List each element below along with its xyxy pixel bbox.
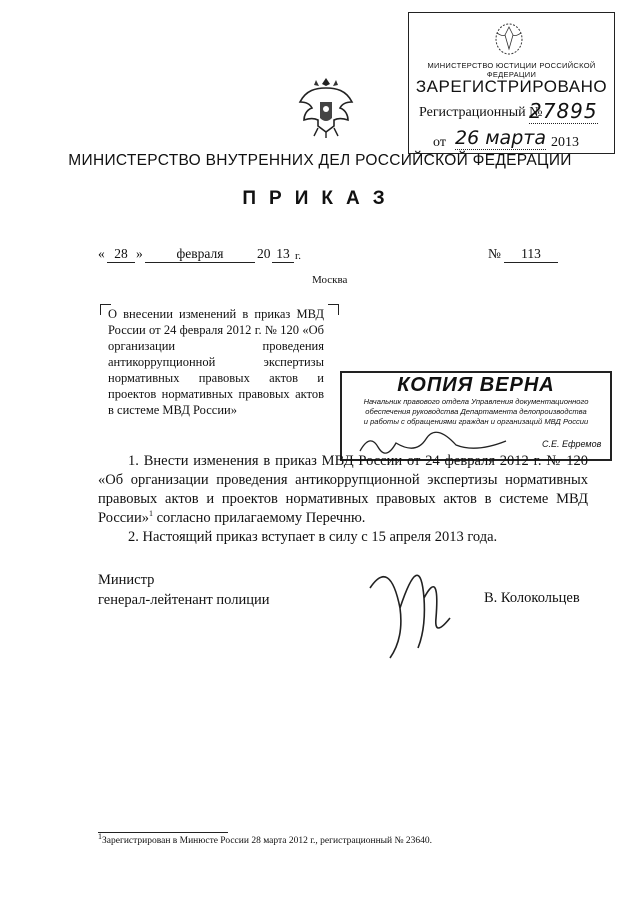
date-open-quote: « [98,246,105,261]
order-body [98,452,588,547]
copy-stamp-signer: С.Е. Ефремов [542,439,602,449]
signatory-name: В. Колокольцев [484,590,580,606]
copy-stamp-text [350,397,602,427]
registration-stamp [408,12,615,154]
footnote-marker: 1 [98,831,102,841]
document-type: ПРИКАЗ [242,188,398,209]
ministry-title: МИНИСТЕРСТВО ВНУТРЕННИХ ДЕЛ РОССИЙСКОЙ ФЕДЕРАЦИИ [68,152,572,169]
order-number-value: 113 [504,246,558,263]
copy-stamp-line: обеспечения руководства Департамента делопроизводства [365,407,587,416]
signatory-position [98,570,269,610]
order-item-2: 2. Настоящий приказ вступает в силу с 15 апреля 2013 года. [128,529,498,545]
date-year-prefix: 20 [257,246,271,261]
registration-number-value: 27895 [529,99,598,123]
registration-ministry: МИНИСТЕРСТВО ЮСТИЦИИ РОССИЙСКОЙ ФЕДЕРАЦИИ [427,61,596,79]
date-year-mark: г. [295,250,302,262]
footnote-divider [98,832,228,833]
registration-date-value: 26 марта [455,127,546,149]
footnote-text: Зарегистрирован в Минюсте России 28 марта 2012 г., регистрационный № 23640. [102,836,433,846]
title-corner-right [328,304,339,315]
city: Москва [312,274,348,286]
copy-stamp-line: и работы с обращениями граждан и организаций МВД России [363,417,589,426]
copy-stamp-title: КОПИЯ ВЕРНА [397,374,555,396]
date-year-suffix: 13 [272,246,294,263]
copy-certified-stamp [340,371,612,461]
emblem-icon [489,19,529,57]
copy-stamp-line: Начальник правового отдела Управления документационного [363,397,589,406]
coat-of-arms-icon [296,72,356,142]
order-number-label: № [488,246,501,261]
order-title: О внесении изменений в приказ МВД России от 24 февраля 2012 г. № 120 «Об организации проведения антикоррупционной экспертизы нормативных правовых актов и проектов нормативных правовых актов в системе МВД России» [108,307,324,417]
order-item-1 [98,452,588,528]
registration-number-label: Регистрационный № [419,105,543,120]
order-item-1-text: 1. Внести изменения в приказ МВД России от 24 февраля 2012 г. № 120 «Об организации проведения антикоррупционной экспертизы нормативных правовых актов и проектов нормативных правовых актов в системе МВД России» [98,453,588,526]
footnote-ref: 1 [148,509,153,519]
footnote [98,831,433,846]
signatory-rank: генерал-лейтенант полиции [98,592,270,608]
signatory-title: Министр [98,572,155,588]
registration-status: ЗАРЕГИСТРИРОВАНО [415,77,608,96]
date-month: февраля [145,246,255,263]
registration-date-year: 2013 [551,135,579,150]
handwritten-signature-icon [360,548,470,668]
date-day: 28 [107,246,135,263]
order-item-1-tail: согласно прилагаемому Перечню. [152,510,366,526]
registration-date-label: от [433,135,446,150]
date-close-quote: » [136,246,143,261]
